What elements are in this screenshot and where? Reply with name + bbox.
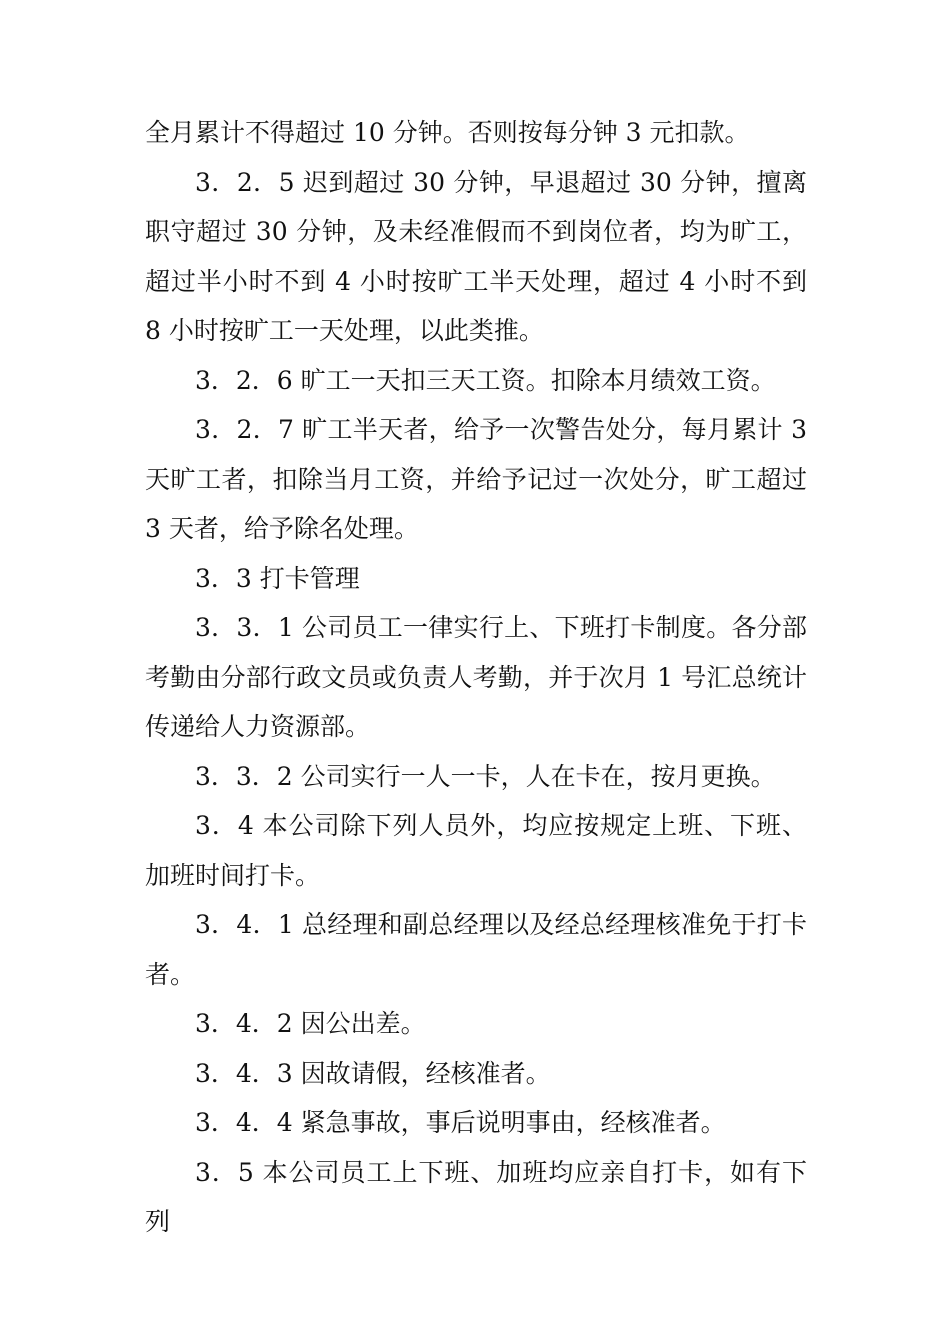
paragraph-3-2-6: 3．2．6 旷工一天扣三天工资。扣除本月绩效工资。 [195, 365, 776, 395]
paragraph-3-2-5: 3．2．5 迟到超过 30 分钟，早退超过 30 分钟，擅离职守超过 30 分钟，及未经准假而不到岗位者，均为旷工，超过半小时不到 4 小时按旷工半天处理，超过 4 小时不到 8 小时按旷工一天处理，以此类推。 [145, 167, 807, 345]
paragraph-3-4-4: 3．4．4 紧急事故，事后说明事由，经核准者。 [195, 1108, 726, 1137]
paragraph-3-4-2: 3．4．2 因公出差。 [195, 1009, 426, 1038]
paragraph-3-5: 3．5 本公司员工上下班、加班均应亲自打卡，如有下列 [145, 1157, 807, 1236]
paragraph-3-4: 3．4 本公司除下列人员外，均应按规定上班、下班、加班时间打卡。 [145, 811, 807, 890]
section-heading-3-3: 3．3 打卡管理 [195, 563, 360, 593]
paragraph-3-4-1: 3．4．1 总经理和副总经理以及经总经理核准免于打卡者。 [145, 910, 807, 989]
paragraph-3-3-1: 3．3．1 公司员工一律实行上、下班打卡制度。各分部考勤由分部行政文员或负责人考勤，并于次月 1 号汇总统计传递给人力资源部。 [145, 613, 807, 741]
paragraph-continuation: 全月累计不得超过 10 分钟。否则按每分钟 3 元扣款。 [145, 118, 750, 147]
document-body [145, 108, 807, 1247]
paragraph-3-4-3: 3．4．3 因故请假，经核准者。 [195, 1058, 551, 1088]
paragraph-3-3-2: 3．3．2 公司实行一人一卡，人在卡在，按月更换。 [195, 761, 776, 791]
paragraph-3-2-7: 3．2．7 旷工半天者，给予一次警告处分，每月累计 3 天旷工者，扣除当月工资，并给予记过一次处分，旷工超过 3 天者，给予除名处理。 [145, 415, 807, 543]
